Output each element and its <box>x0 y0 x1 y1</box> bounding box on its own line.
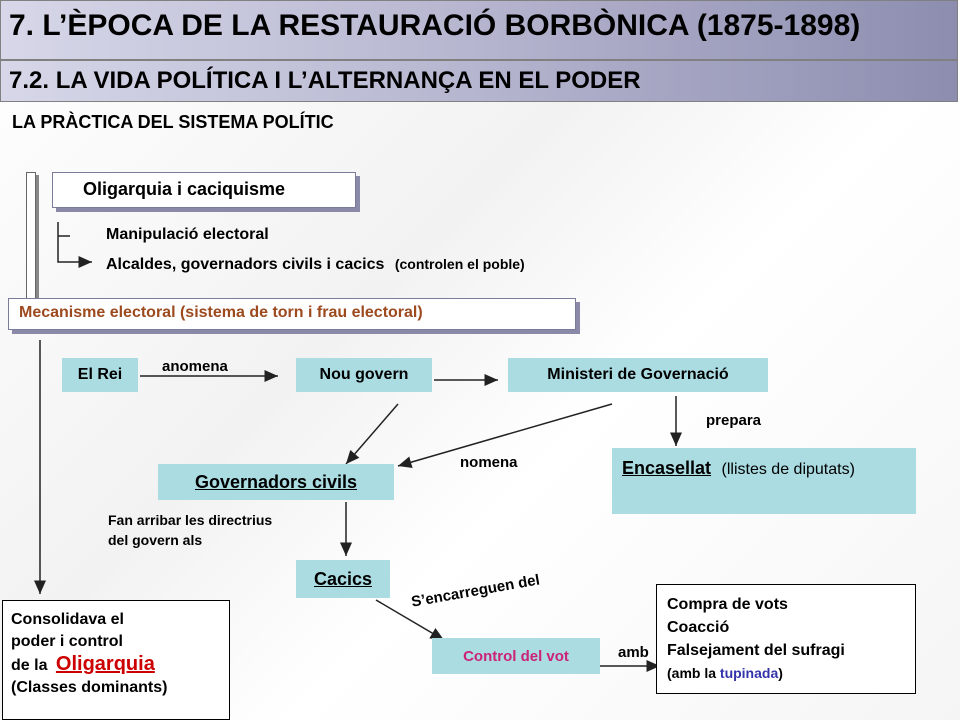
alcaldes-note: (controlen el poble) <box>394 256 525 272</box>
oligarquia-link: Oligarquia <box>55 653 155 675</box>
consolidava-line2: poder i control <box>11 633 123 650</box>
methods-line1: Compra de vots <box>667 596 788 613</box>
label-fan-arribar-1: Fan arribar les directrius <box>108 512 273 528</box>
node-governadors: Governadors civils <box>158 464 394 500</box>
encasellat-note: (llistes de diputats) <box>721 461 855 478</box>
oligarquia-box: Oligarquia i caciquisme <box>52 172 356 208</box>
node-rei: El Rei <box>62 358 138 392</box>
label-anomena: anomena <box>162 358 228 375</box>
methods-suffix: ) <box>778 665 783 681</box>
consolidava-prefix: de la <box>11 657 48 674</box>
main-title: 7. L’ÈPOCA DE LA RESTAURACIÓ BORBÒNICA (1875-1898) <box>0 0 958 60</box>
node-ministeri: Ministeri de Governació <box>508 358 768 392</box>
node-encasellat <box>612 448 916 514</box>
label-fan-arribar-2: del govern als <box>108 532 203 548</box>
consolidava-line4: (Classes dominants) <box>11 679 168 696</box>
node-control-vot: Control del vot <box>432 638 600 674</box>
consolidava-box <box>2 600 230 720</box>
mecanisme-box: Mecanisme electoral (sistema de torn i frau electoral) <box>8 298 576 330</box>
node-nou-govern: Nou govern <box>296 358 432 392</box>
section-title: LA PRÀCTICA DEL SISTEMA POLÍTIC <box>12 112 334 132</box>
methods-prefix: (amb la <box>667 665 717 681</box>
methods-line4 <box>667 662 905 685</box>
manipulacio-text: Manipulació electoral <box>106 226 269 243</box>
encasellat-label: Encasellat <box>622 458 712 478</box>
label-nomena: nomena <box>460 454 518 471</box>
alcaldes-label: Alcaldes, governadors civils i cacics <box>106 256 385 273</box>
label-amb: amb <box>618 644 649 661</box>
subtitle: 7.2. LA VIDA POLÍTICA I L’ALTERNANÇA EN EL PODER <box>0 60 958 102</box>
label-sencarreguen: S’encarreguen del <box>410 571 542 611</box>
tupinada-text: tupinada <box>719 665 779 681</box>
methods-box <box>656 584 916 694</box>
node-cacics: Cacics <box>296 560 390 598</box>
label-prepara: prepara <box>706 412 762 429</box>
consolidava-line1: Consolidava el <box>11 611 124 628</box>
consolidava-line3 <box>11 653 221 677</box>
methods-line2: Coacció <box>667 619 730 636</box>
methods-line3: Falsejament del sufragi <box>667 642 845 659</box>
